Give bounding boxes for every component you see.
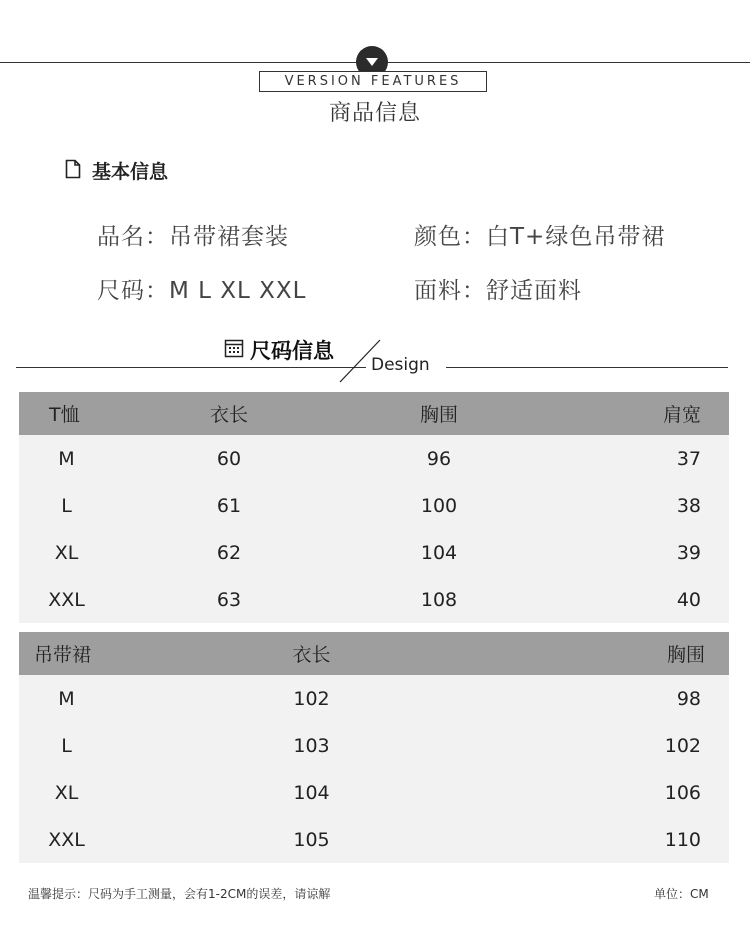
- table-cell: XL: [19, 769, 114, 816]
- product-info-title: 商品信息: [328, 101, 421, 126]
- table-cell: 63: [114, 576, 344, 623]
- table-cell: 104: [344, 529, 534, 576]
- table-row: [19, 576, 729, 623]
- table-cell: M: [19, 435, 114, 482]
- table-cell: 40: [534, 576, 729, 623]
- table-cell: 39: [534, 529, 729, 576]
- table-cell: 105: [114, 816, 509, 863]
- column-header: 吊带裙: [19, 632, 114, 675]
- table-cell: 96: [344, 435, 534, 482]
- table-row: [19, 482, 729, 529]
- table-cell: 103: [114, 722, 509, 769]
- column-header: 胸围: [344, 392, 534, 435]
- table-cell: 98: [509, 675, 729, 722]
- table-cell: 110: [509, 816, 729, 863]
- version-features-label: VERSION FEATURES: [259, 71, 487, 92]
- measurement-note: 温馨提示：尺码为手工测量，会有1-2CM的误差，请谅解: [28, 887, 331, 901]
- size-divider-right: [446, 367, 728, 368]
- product-fabric: 面料：舒适面料: [414, 278, 582, 304]
- size-info-title: 尺码信息: [250, 339, 334, 363]
- table-cell: 60: [114, 435, 344, 482]
- table-cell: 37: [534, 435, 729, 482]
- table-cell: XXL: [19, 576, 114, 623]
- table-row: [19, 722, 729, 769]
- table-row: [19, 769, 729, 816]
- table-cell: 104: [114, 769, 509, 816]
- table-cell: M: [19, 675, 114, 722]
- table-cell: L: [19, 722, 114, 769]
- product-name: 品名：吊带裙套装: [97, 224, 289, 250]
- table-header-row: [19, 632, 729, 675]
- table-header-row: [19, 392, 729, 435]
- table-cell: 61: [114, 482, 344, 529]
- product-sizes: 尺码：M L XL XXL: [97, 278, 307, 304]
- table-cell: 38: [534, 482, 729, 529]
- design-label: Design: [371, 355, 430, 375]
- table-cell: 108: [344, 576, 534, 623]
- table-row: [19, 675, 729, 722]
- table-row: [19, 435, 729, 482]
- column-header: 胸围: [509, 632, 729, 675]
- table-cell: 106: [509, 769, 729, 816]
- table-cell: XL: [19, 529, 114, 576]
- product-color: 颜色：白T+绿色吊带裙: [414, 224, 666, 250]
- chevron-down-icon: [364, 54, 380, 70]
- size-divider-left: [16, 367, 366, 368]
- table-cell: 62: [114, 529, 344, 576]
- column-header: 衣长: [114, 632, 509, 675]
- table-cell: L: [19, 482, 114, 529]
- table-row: [19, 816, 729, 863]
- table-cell: 102: [509, 722, 729, 769]
- skirt-size-table: [19, 632, 729, 863]
- tshirt-size-table: [19, 392, 729, 623]
- table-row: [19, 529, 729, 576]
- column-header: 肩宽: [534, 392, 729, 435]
- document-icon: [65, 159, 81, 179]
- column-header: T恤: [19, 392, 114, 435]
- basic-info-title: 基本信息: [92, 161, 169, 183]
- table-cell: 100: [344, 482, 534, 529]
- calendar-icon: [224, 338, 244, 358]
- table-cell: 102: [114, 675, 509, 722]
- table-cell: XXL: [19, 816, 114, 863]
- column-header: 衣长: [114, 392, 344, 435]
- unit-note: 单位：CM: [654, 887, 709, 901]
